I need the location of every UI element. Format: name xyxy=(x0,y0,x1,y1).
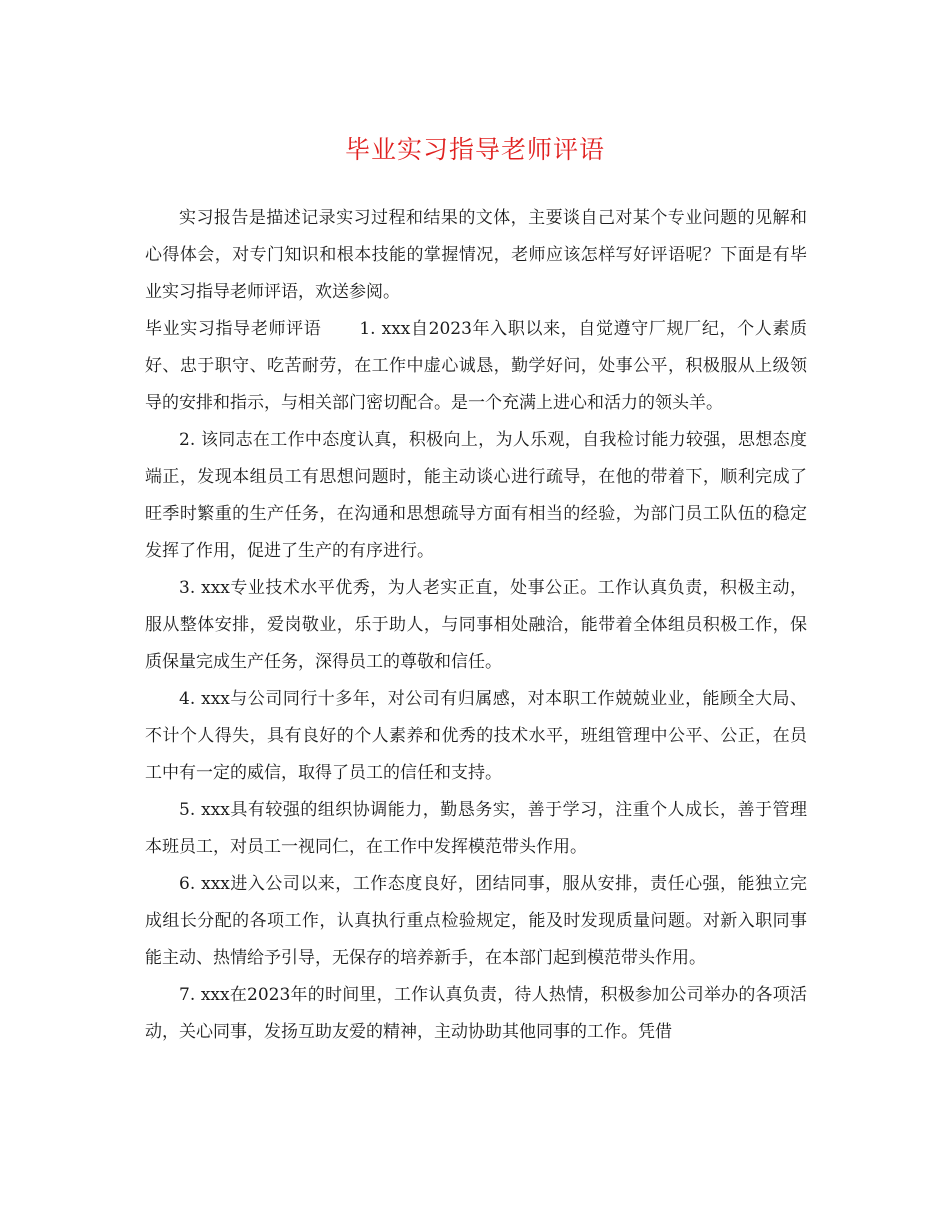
document-title: 毕业实习指导老师评语 xyxy=(344,135,605,164)
comment-paragraph-4: 4. xxx与公司同行十多年，对公司有归属感，对本职工作兢兢业业，能顾全大局、不计个人得失，具有良好的个人素养和优秀的技术水平，班组管理中公平、公正，在员工中有一定的威信，取得了员工的信任和支持。 xyxy=(145,689,807,783)
comment-paragraph-5: 5. xxx具有较强的组织协调能力，勤恳务实，善于学习，注重个人成长，善于管理本班员工，对员工一视同仁，在工作中发挥模范带头作用。 xyxy=(145,800,807,857)
comment-1-text: 1. xxx自2023年入职以来，自觉遵守厂规厂纪，个人素质好、忠于职守、吃苦耐劳，在工作中虚心诚恳，勤学好问，处事公平，积极服从上级领导的安排和指示，与相关部门密切配合。是一个充满上进心和活力的领头羊。 xyxy=(145,319,807,413)
comment-paragraph-2: 2. 该同志在工作中态度认真，积极向上，为人乐观，自我检讨能力较强，思想态度端正，发现本组员工有思想问题时，能主动谈心进行疏导，在他的带着下，顺利完成了旺季时繁重的生产任务，在沟通和思想疏导方面有相当的经验，为部门员工队伍的稳定发挥了作用，促进了生产的有序进行。 xyxy=(145,430,807,561)
comment-paragraph-3: 3. xxx专业技术水平优秀，为人老实正直，处事公正。工作认真负责，积极主动，服从整体安排，爱岗敬业，乐于助人，与同事相处融洽，能带着全体组员积极工作，保质保量完成生产任务，深得员工的尊敬和信任。 xyxy=(145,578,807,672)
inline-heading: 毕业实习指导老师评语 xyxy=(145,319,322,339)
document-body xyxy=(145,200,807,1051)
comment-paragraph-7: 7. xxx在2023年的时间里，工作认真负责，待人热情，积极参加公司举办的各项活动，关心同事，发扬互助友爱的精神，主动协助其他同事的工作。凭借 xyxy=(145,985,807,1042)
comment-paragraph-6: 6. xxx进入公司以来，工作态度良好，团结同事，服从安排，责任心强，能独立完成组长分配的各项工作，认真执行重点检验规定，能及时发现质量问题。对新入职同事能主动、热情给予引导，无保存的培养新手，在本部门起到模范带头作用。 xyxy=(145,874,807,968)
comment-paragraph-1 xyxy=(145,311,807,422)
intro-paragraph: 实习报告是描述记录实习过程和结果的文体，主要谈自己对某个专业问题的见解和心得体会，对专门知识和根本技能的掌握情况，老师应该怎样写好评语呢？下面是有毕业实习指导老师评语，欢送参阅。 xyxy=(145,208,807,302)
